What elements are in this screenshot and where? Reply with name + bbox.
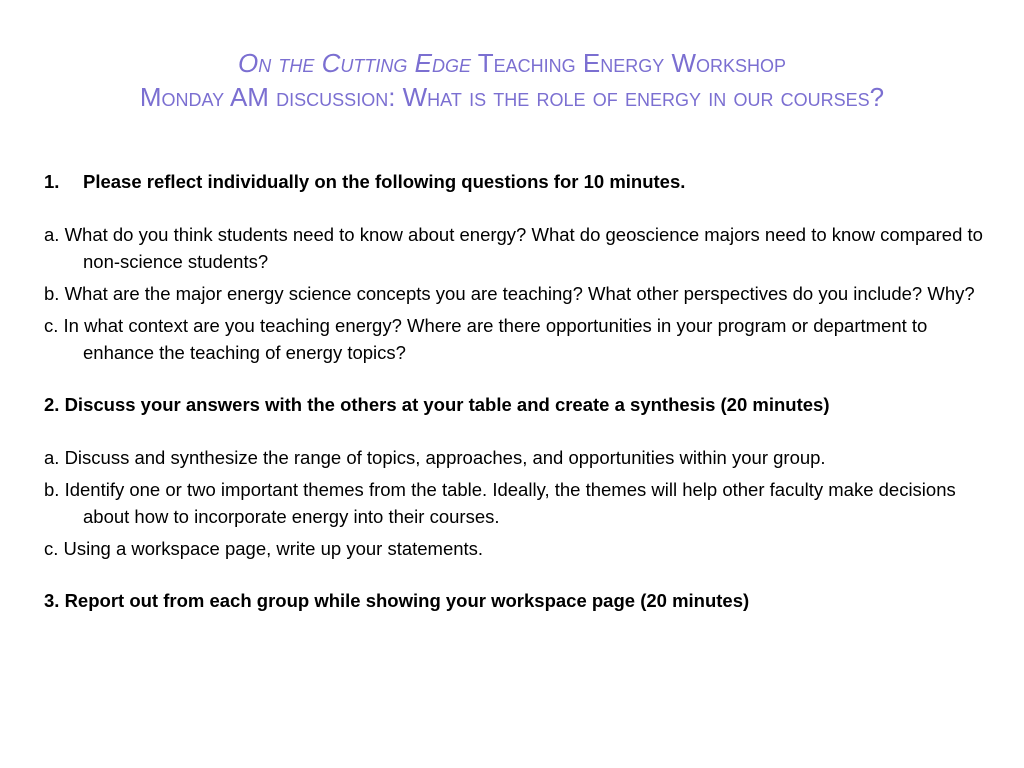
title-italic: On the Cutting Edge (237, 48, 471, 78)
section-2-item-c: c. Using a workspace page, write up your statements. (44, 538, 484, 559)
section-1-item-c: c. In what context are you teaching energy? Where are there opportunities in your program or department to enhance the teaching of energy topics? (44, 315, 928, 363)
section-3-heading: 3. Report out from each group while showing your workspace page (20 minutes) (44, 590, 750, 611)
slide-body (44, 168, 984, 614)
section-1-heading (44, 168, 984, 195)
section-2-item-b: b. Identify one or two important themes from the table. Ideally, the themes will help other faculty make decisions about how to incorporate energy into their courses. (44, 479, 956, 527)
section-2-item-a: a. Discuss and synthesize the range of topics, approaches, and opportunities within your group. (44, 447, 826, 468)
section-2-heading: 2. Discuss your answers with the others at your table and create a synthesis (20 minutes) (44, 394, 830, 415)
slide-title (0, 46, 1024, 114)
section-1-number: 1. (44, 171, 60, 192)
section-1-item-b: b. What are the major energy science concepts you are teaching? What other perspectives do you include? Why? (44, 283, 975, 304)
section-1-heading-text: Please reflect individually on the following questions for 10 minutes. (83, 171, 686, 192)
title-line-1 (0, 46, 1024, 80)
title-rest: Teaching Energy Workshop (477, 48, 787, 78)
section-1-item-a: a. What do you think students need to know about energy? What do geoscience majors need to know compared to non-science students? (44, 224, 983, 272)
title-line-2: Monday AM discussion: What is the role of energy in our courses? (139, 82, 885, 112)
